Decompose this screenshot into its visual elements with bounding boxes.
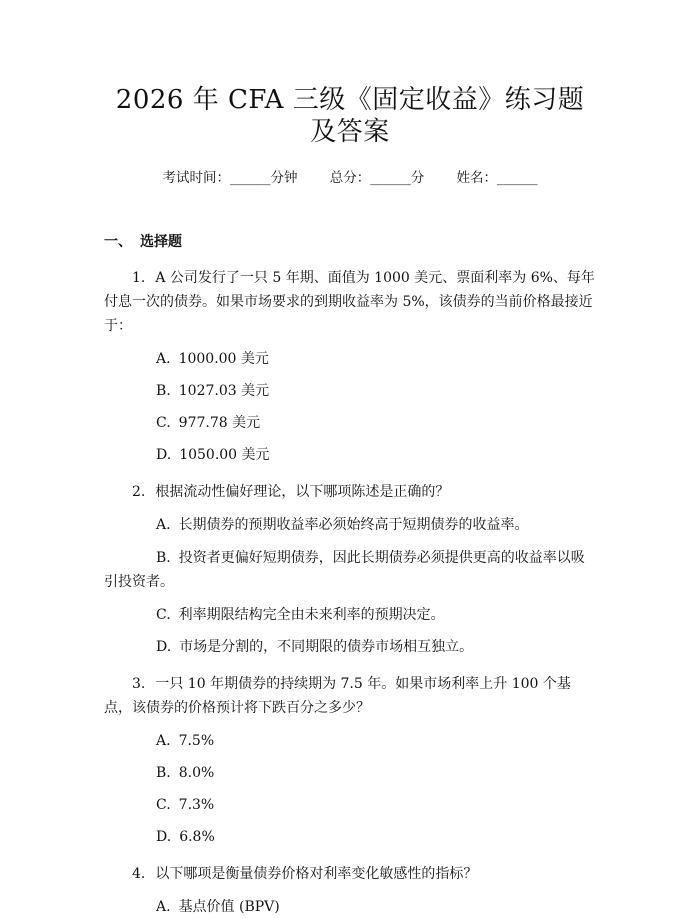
- option-a: [104, 730, 596, 752]
- option-text: 7.5%: [178, 733, 215, 749]
- question-text: A 公司发行了一只 5 年期、面值为 1000 美元、票面利率为 6%、每年付息一次的债券。如果市场要求的到期收益率为 5%，该债券的当前价格最接近于：: [104, 270, 595, 334]
- option-text: 1027.03 美元: [178, 383, 270, 399]
- option-letter: A.: [156, 733, 171, 749]
- option-b: [104, 546, 596, 594]
- option-text: 1050.00 美元: [179, 447, 270, 463]
- option-letter: D.: [156, 447, 172, 463]
- option-letter: D.: [156, 639, 172, 655]
- exam-meta: [104, 168, 596, 188]
- option-letter: A.: [156, 351, 171, 367]
- option-text: 基点价值 (BPV): [178, 899, 280, 915]
- option-text: 利率期限结构完全由未来利率的预期决定。: [178, 607, 445, 623]
- option-text: 6.8%: [179, 829, 215, 845]
- question-number: 3.: [132, 676, 146, 692]
- question-3: [104, 672, 596, 720]
- question-4-options: [104, 896, 596, 918]
- question-2-options: [104, 514, 596, 658]
- question-2: [104, 480, 596, 504]
- option-text: 投资者更偏好短期债券，因此长期债券必须提供更高的收益率以吸引投资者。: [104, 550, 585, 590]
- question-number: 1.: [132, 270, 146, 286]
- option-text: 1000.00 美元: [178, 351, 269, 367]
- option-a: [104, 896, 596, 918]
- question-text: 根据流动性偏好理论，以下哪项陈述是正确的？: [155, 484, 450, 500]
- option-a: [104, 514, 596, 536]
- question-text: 以下哪项是衡量债券价格对利率变化敏感性的指标？: [155, 866, 478, 882]
- option-c: [104, 412, 596, 434]
- option-letter: A.: [156, 517, 171, 533]
- option-a: [104, 348, 596, 370]
- question-1-options: [104, 348, 596, 466]
- option-letter: B.: [156, 765, 171, 781]
- option-text: 长期债券的预期收益率必须始终高于短期债券的收益率。: [178, 517, 529, 533]
- option-d: [104, 826, 596, 848]
- option-text: 7.3%: [178, 797, 215, 813]
- option-d: [104, 636, 596, 658]
- section-number: 一、: [104, 234, 132, 250]
- option-text: 8.0%: [178, 765, 215, 781]
- total-score-field: 总分：______分: [329, 170, 425, 186]
- option-c: [104, 604, 596, 626]
- option-b: [104, 762, 596, 784]
- option-text: 市场是分割的，不同期限的债券市场相互独立。: [179, 639, 474, 655]
- option-letter: C.: [156, 415, 171, 431]
- exam-time-field: 考试时间：______分钟: [162, 170, 298, 186]
- option-b: [104, 380, 596, 402]
- option-letter: A.: [156, 899, 171, 915]
- question-4: [104, 862, 596, 886]
- option-letter: B.: [156, 383, 171, 399]
- option-c: [104, 794, 596, 816]
- question-1: [104, 266, 596, 338]
- option-text: 977.78 美元: [178, 415, 261, 431]
- section-heading: [104, 232, 596, 252]
- question-number: 4.: [132, 866, 146, 882]
- option-letter: D.: [156, 829, 172, 845]
- option-letter: C.: [156, 797, 171, 813]
- option-d: [104, 444, 596, 466]
- section-title: 选择题: [140, 234, 182, 250]
- question-3-options: [104, 730, 596, 848]
- option-letter: C.: [156, 607, 171, 623]
- question-number: 2.: [132, 484, 146, 500]
- page-title: 2026 年 CFA 三级《固定收益》练习题及答案: [115, 85, 585, 147]
- name-field: 姓名：______: [456, 170, 538, 186]
- option-letter: B.: [156, 550, 171, 566]
- question-text: 一只 10 年期债券的持续期为 7.5 年。如果市场利率上升 100 个基点，该债券的价格预计将下跌百分之多少？: [104, 676, 571, 716]
